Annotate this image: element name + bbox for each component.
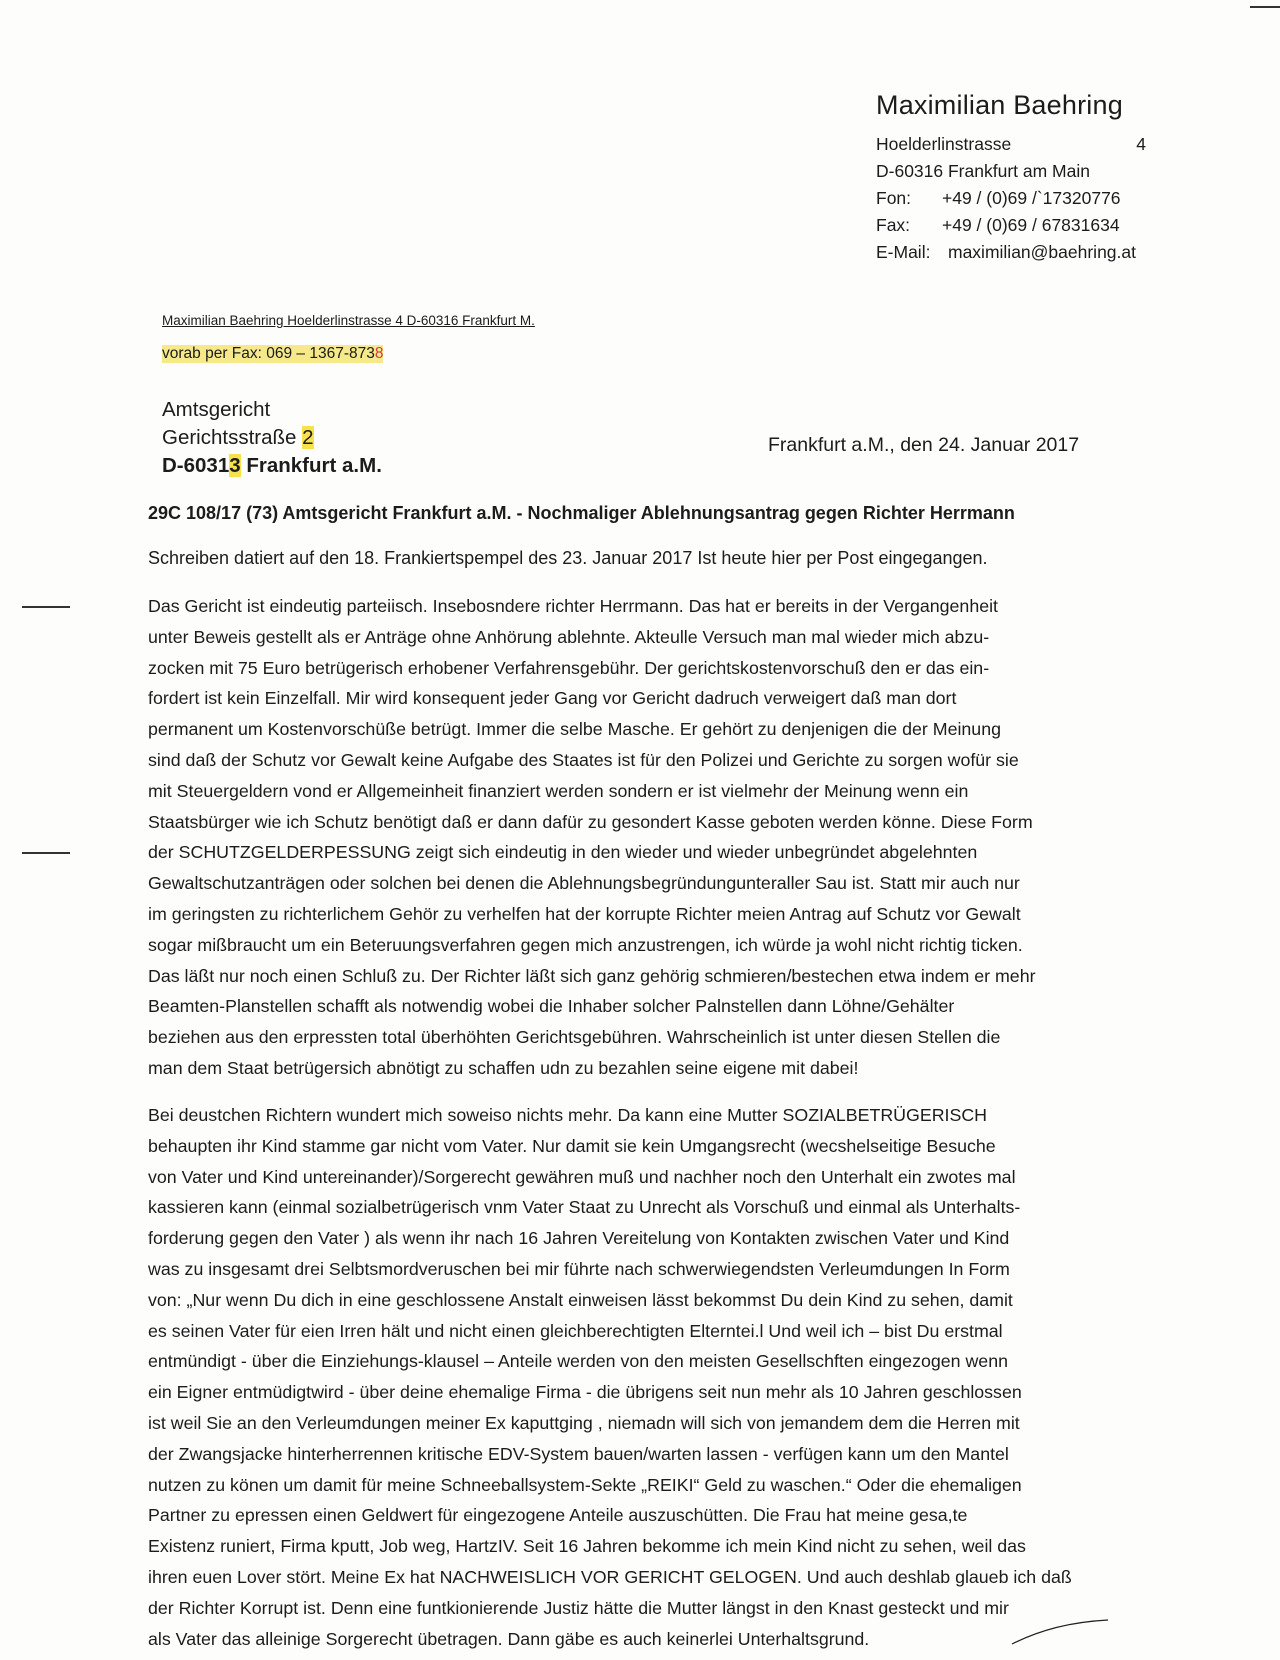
text-line: der Richter Korrupt ist. Denn eine funtkionierende Justiz hätte die Mutter längst in den Knast gesteckt und mir [148, 1597, 1009, 1618]
sender-street-row [876, 131, 1146, 158]
intro-line: Schreiben datiert auf den 18. Frankiertspempel des 23. Januar 2017 Ist heute hier per Post eingegangen. [148, 548, 988, 568]
text-line: entmündigt - über die Einziehungs-klausel – Anteile werden von den meisten Gesellschften eingezogen wenn [148, 1351, 1008, 1372]
sender-fax-row [876, 212, 1146, 239]
sender-fon-row [876, 185, 1146, 212]
signature-stroke [1010, 1618, 1110, 1648]
text-line: im geringsten zu richterlichem Gehör zu verhelfen hat der korrupte Richter meien Antrag auf Schutz vor Gewalt [148, 903, 1021, 924]
subject-line: 29C 108/17 (73) Amtsgericht Frankfurt a.M. - Nochmaliger Ablehnungsantrag gegen Richter Herrmann [148, 503, 1015, 523]
recipient-block [162, 396, 382, 480]
fon-number: +49 / (0)69 /`17320776 [942, 188, 1121, 208]
sender-block [876, 90, 1146, 266]
recipient-city [162, 452, 382, 480]
text-line: ein Eigner entmüdigtwird - über deine ehemalige Firma - die übrigens seit nun mehr als 10 Jahren geschlossen [148, 1382, 1022, 1403]
text-line: es seinen Vater für eien Irren hält und nicht einen gleichberechtigten Elterntei.l Und weil ich – bist Du erstmal [148, 1320, 1003, 1341]
sender-name: Maximilian Baehring [876, 90, 1123, 120]
recipient-zip-prefix: D-6031 [162, 454, 230, 477]
text-line: sind daß der Schutz vor Gewalt keine Aufgabe des Staates ist für den Polizei und Gerichte zu sorgen wofür sie [148, 749, 1019, 770]
text-line: Existenz runiert, Firma kputt, Job weg, HartzIV. Seit 16 Jahren bekomme ich mein Kind nicht zu sehen, weil das [148, 1536, 1026, 1557]
text-line: Das Gericht ist eindeutig parteiisch. Insebosndere richter Herrmann. Das hat er bereits in der Vergangenheit [148, 596, 998, 616]
recipient-zip-highlight: 3 [229, 454, 241, 477]
date-line: Frankfurt a.M., den 24. Januar 2017 [768, 434, 1080, 456]
fax-note-text: vorab per Fax: 069 – 1367-873 [162, 345, 375, 362]
fold-mark-upper [22, 606, 70, 608]
recipient-street-number: 2 [302, 426, 314, 449]
text-line: Partner zu epressen einen Geldwert für eingezogene Anteile auszuschütten. Die Frau hat meine gesa,te [148, 1505, 968, 1526]
fax-number: +49 / (0)69 / 67831634 [942, 215, 1120, 235]
text-line: nutzen zu könen um damit für meine Schneeballsystem-Sekte „REIKI“ Geld zu waschen.“ Oder die ehemaligen [148, 1474, 1022, 1495]
text-line: der SCHUTZGELDERPESSUNG zeigt sich eindeutig in den wieder und wieder unbegründet abgelehnten [148, 842, 978, 863]
scan-edge-mark [1250, 6, 1280, 8]
recipient-street [162, 424, 382, 452]
sender-street: Hoelderlinstrasse [876, 134, 1012, 154]
email-address: maximilian@baehring.at [948, 242, 1136, 262]
text-line: behaupten ihr Kind stamme gar nicht vom Vater. Nur damit sie kein Umgangsrecht (wecshelseitige Besuche [148, 1135, 996, 1156]
text-line: ihren euen Lover stört. Meine Ex hat NACHWEISLICH VOR GERICHT GELOGEN. Und auch deshlab glaueb ich daß [148, 1566, 1072, 1587]
text-line: Das läßt nur noch einen Schluß zu. Der Richter läßt sich ganz gehörig schmieren/bestechen etwa indem er mehr [148, 965, 1036, 986]
paragraph-2 [148, 1100, 1168, 1654]
text-line: ist weil Sie an den Verleumdungen meiner Ex kaputtging , niemadn will sich von jemandem dem die Herren mit [148, 1412, 1020, 1433]
recipient-name: Amtsgericht [162, 398, 271, 421]
recipient-city-name: Frankfurt a.M. [240, 454, 382, 477]
recipient-street-text: Gerichtsstraße [162, 426, 303, 449]
sender-email-row [876, 239, 1146, 266]
text-line: Bei deustchen Richtern wundert mich soweiso nichts mehr. Da kann eine Mutter SOZIALBETRÜGERISCH [148, 1105, 988, 1125]
email-label: E-Mail: [876, 242, 931, 262]
text-line: kassieren kann (einmal sozialbetrügerisch vnm Vater Staat zu Unrecht als Vorschuß und einmal als Unterhalts- [148, 1197, 1021, 1218]
text-line: von: „Nur wenn Du dich in eine geschlossene Anstalt einweisen lässt bekommst Du dein Kind zu sehen, damit [148, 1289, 1013, 1310]
fon-label: Fon: [876, 188, 912, 208]
return-address-line: Maximilian Baehring Hoelderlinstrasse 4 D-60316 Frankfurt M. [162, 313, 535, 328]
paragraph-1 [148, 591, 1168, 1084]
text-line: beziehen aus den erpressten total überhöhten Gerichtsgebühren. Wahrscheinlich ist unter diesen Stellen die [148, 1027, 1001, 1048]
text-line: forderung gegen den Vater ) als wenn ihr nach 16 Jahren Vereitelung von Kontakten zwischen Vater und Kind [148, 1228, 1010, 1249]
text-line: Gewaltschutzanträgen oder solchen bei denen die Ablehnungsbegründungunteraller Sau ist. Statt mir auch nur [148, 873, 1020, 894]
fax-note-last-digit: 8 [374, 345, 384, 362]
text-line: Beamten-Planstellen schafft als notwendig wobei die Inhaber solcher Palnstellen dann Löhne/Gehälter [148, 996, 955, 1017]
text-line: Staatsbürger wie ich Schutz benötigt daß er dann dafür zu gesondert Kasse geboten werden könne. Diese Form [148, 811, 1033, 832]
text-line: man dem Staat betrügersich abnötigt zu schaffen udn zu bezahlen seine eigene mit dabei! [148, 1057, 859, 1078]
text-line: als Vater das alleinige Sorgerecht übetragen. Dann gäbe es auch keinerlei Unterhaltsgrund. [148, 1628, 870, 1649]
fax-note [162, 345, 383, 363]
fax-label: Fax: [876, 215, 911, 235]
text-line: zocken mit 75 Euro betrügerisch erhobener Verfahrensgebühr. Der gerichtskostenvorschuß den er das ein- [148, 657, 990, 678]
text-line: unter Beweis gestellt als er Anträge ohne Anhörung ablehnte. Akteulle Versuch man mal wieder mich abzu- [148, 626, 990, 647]
fold-mark-lower [22, 852, 70, 854]
text-line: mit Steuergeldern vond er Allgemeinheit finanziert werden sondern er ist vielmehr der Meinung wenn ein [148, 780, 969, 801]
sender-city: D-60316 Frankfurt am Main [876, 161, 1090, 181]
text-line: was zu insgesamt drei Selbtsmordveruschen bei mir führte nach schwerwiegendsten Verleumdungen In Form [148, 1258, 1010, 1279]
text-line: fordert ist kein Einzelfall. Mir wird konsequent jeder Gang vor Gericht dadruch verweigert daß man dort [148, 688, 957, 709]
text-line: permanent um Kostenvorschüße betrügt. Immer die selbe Masche. Er gehört zu denjenigen die der Meinung [148, 719, 1001, 740]
text-line: von Vater und Kind untereinander)/Sorgerecht gewähren muß und nachher noch den Unterhalt ein zwotes mal [148, 1166, 1016, 1187]
text-line: der Zwangsjacke hinterherrennen kritische EDV-System bauen/warten lassen - verfügen kann um den Mantel [148, 1443, 1009, 1464]
text-line: sogar mißbraucht um ein Beteruungsverfahren gegen mich anzustrengen, ich würde ja wohl nicht richtig ticken. [148, 934, 1023, 955]
sender-house-number: 4 [1136, 134, 1146, 154]
